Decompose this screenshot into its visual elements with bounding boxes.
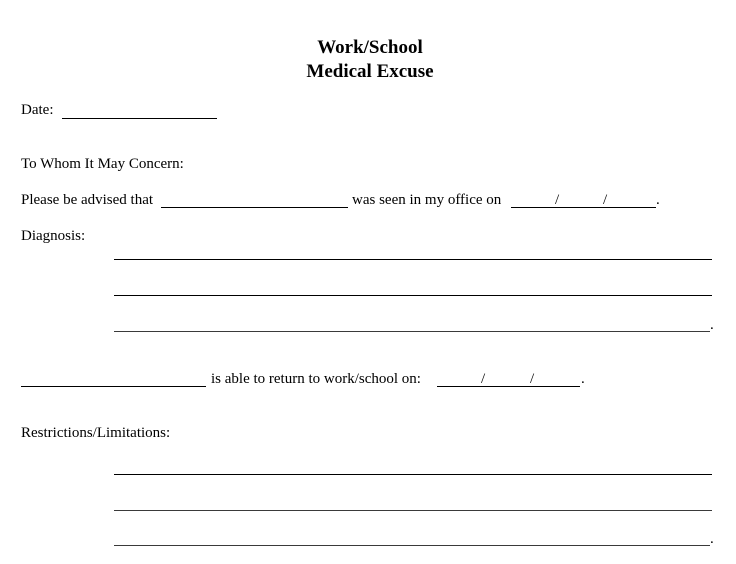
form-title-line1: Work/School — [317, 37, 423, 58]
date-label: Date: — [21, 102, 54, 118]
salutation-text: To Whom It May Concern: — [21, 156, 184, 172]
return-name-blank-line[interactable] — [21, 386, 206, 387]
return-date-separator-2: / — [530, 371, 535, 387]
return-date-period: . — [581, 371, 585, 387]
seen-in-office-text: was seen in my office on — [352, 192, 502, 208]
visit-date-blank-line[interactable] — [511, 207, 656, 208]
restrictions-label: Restrictions/Limitations: — [21, 425, 171, 441]
visit-date-separator-2: / — [603, 192, 608, 208]
restrictions-line-1[interactable] — [114, 474, 712, 475]
advised-prefix-text: Please be advised that — [21, 192, 154, 208]
visit-date-separator-1: / — [555, 192, 560, 208]
visit-date-period: . — [656, 192, 660, 208]
diagnosis-label: Diagnosis: — [21, 228, 86, 244]
patient-name-blank-line[interactable] — [161, 207, 348, 208]
restrictions-line-3[interactable] — [114, 545, 710, 546]
return-date-blank-line[interactable] — [437, 386, 580, 387]
restrictions-line-2[interactable] — [114, 510, 712, 511]
diagnosis-period: . — [710, 317, 714, 333]
diagnosis-line-1[interactable] — [114, 259, 712, 260]
diagnosis-line-3[interactable] — [114, 331, 710, 332]
form-title-line2: Medical Excuse — [306, 61, 434, 82]
return-to-work-text: is able to return to work/school on: — [211, 371, 421, 387]
date-blank-line[interactable] — [62, 118, 217, 119]
diagnosis-line-2[interactable] — [114, 295, 712, 296]
restrictions-period: . — [710, 531, 714, 547]
return-date-separator-1: / — [481, 371, 486, 387]
